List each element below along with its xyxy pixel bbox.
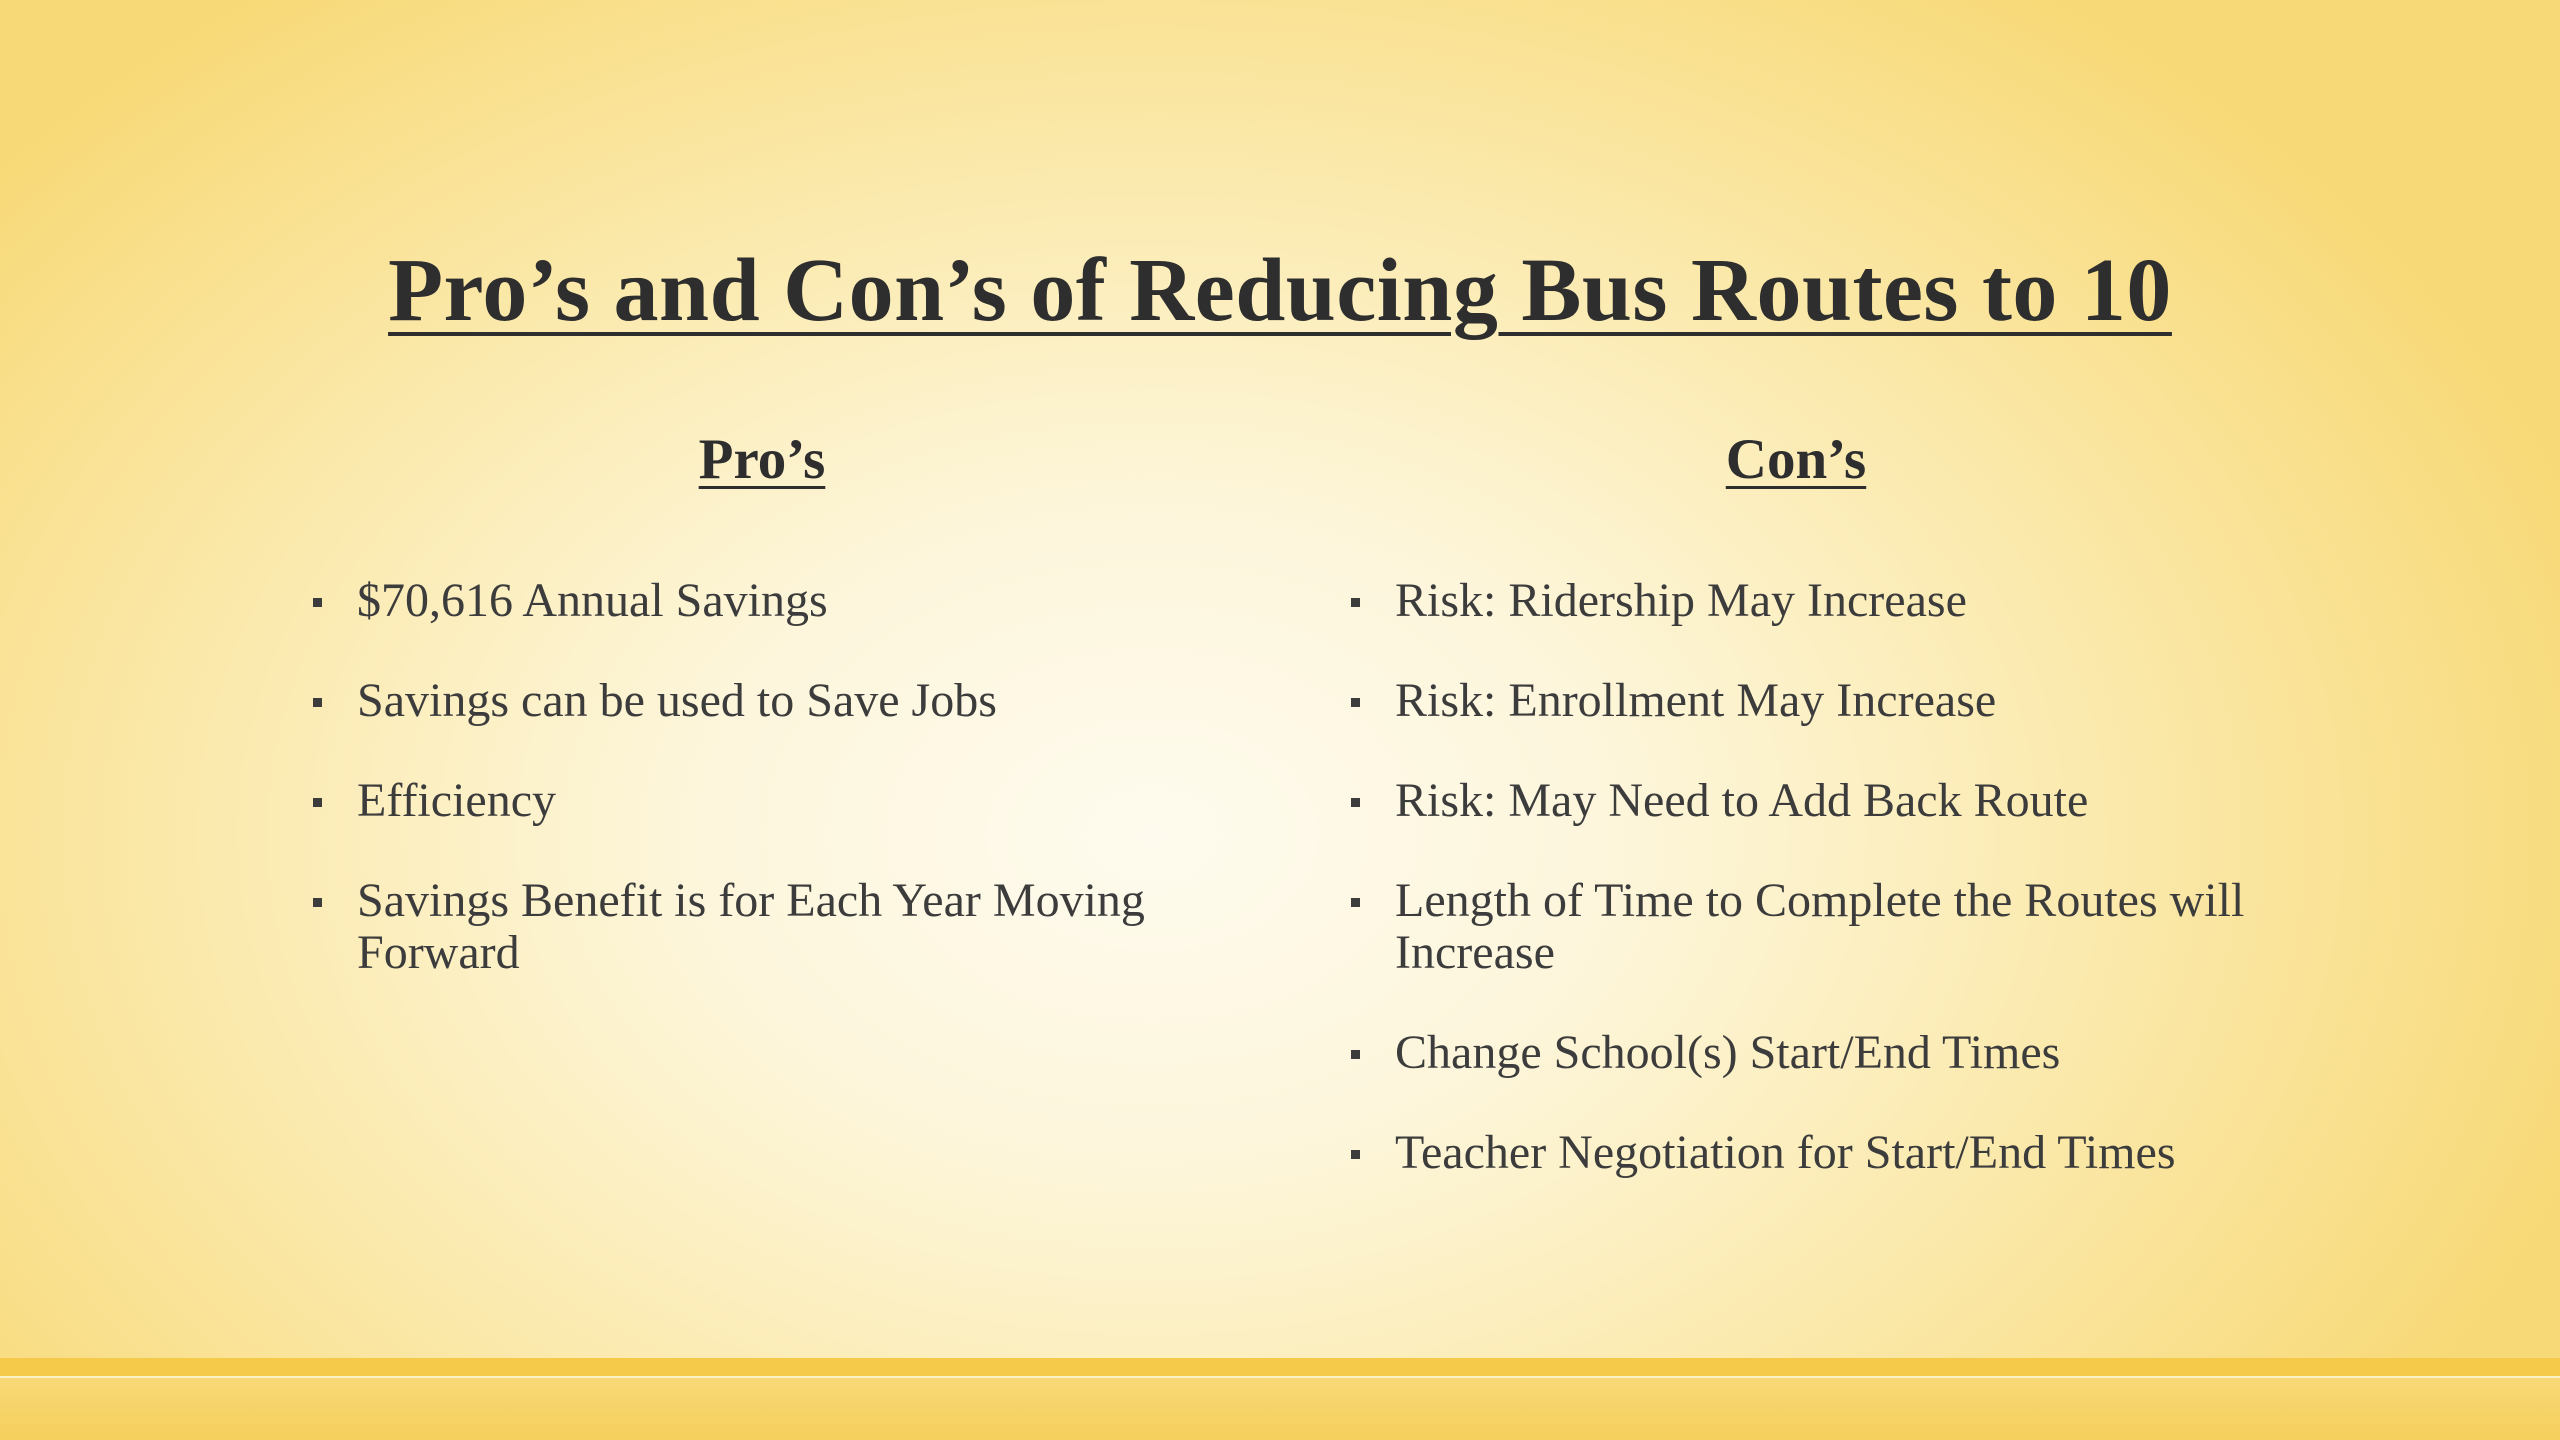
cons-list-item: [1343, 1027, 2303, 1079]
square-bullet-icon: [313, 598, 322, 607]
cons-heading-text: Con’s: [1725, 428, 1867, 491]
pros-item-text: $70,616 Annual Savings: [357, 574, 828, 627]
cons-item-text: Risk: Ridership May Increase: [1395, 574, 1967, 627]
square-bullet-icon: [1351, 598, 1360, 607]
square-bullet-icon: [313, 698, 322, 707]
square-bullet-icon: [313, 898, 322, 907]
pros-item-text: Efficiency: [357, 774, 557, 827]
pros-list-item: [305, 775, 1265, 827]
cons-item-text: Change School(s) Start/End Times: [1395, 1026, 2061, 1079]
square-bullet-icon: [1351, 1050, 1360, 1059]
cons-list: [1343, 575, 2303, 1227]
square-bullet-icon: [1351, 698, 1360, 707]
slide-title-text: Pro’s and Con’s of Reducing Bus Routes to 10: [388, 241, 2172, 340]
cons-item-text: Length of Time to Complete the Routes will Increase: [1395, 874, 2245, 979]
pros-list: [305, 575, 1265, 1027]
square-bullet-icon: [313, 798, 322, 807]
cons-heading: [1596, 425, 1996, 495]
pros-heading-text: Pro’s: [698, 428, 826, 491]
cons-list-item: [1343, 575, 2303, 627]
cons-list-item: [1343, 675, 2303, 727]
cons-list-item: [1343, 1127, 2303, 1179]
pros-list-item: [305, 575, 1265, 627]
pros-item-text: Savings can be used to Save Jobs: [357, 674, 997, 727]
square-bullet-icon: [1351, 898, 1360, 907]
pros-list-item: [305, 875, 1265, 979]
square-bullet-icon: [1351, 798, 1360, 807]
footer-band: [0, 1378, 2560, 1440]
cons-list-item: [1343, 775, 2303, 827]
slide-title: [0, 236, 2560, 346]
cons-item-text: Teacher Negotiation for Start/End Times: [1395, 1126, 2176, 1179]
pros-item-text: Savings Benefit is for Each Year Moving Forward: [357, 874, 1145, 979]
cons-item-text: Risk: Enrollment May Increase: [1395, 674, 1997, 727]
pros-list-item: [305, 675, 1265, 727]
cons-item-text: Risk: May Need to Add Back Route: [1395, 774, 2089, 827]
footer-accent-stripe: [0, 1358, 2560, 1376]
square-bullet-icon: [1351, 1150, 1360, 1159]
pros-heading: [562, 425, 962, 495]
cons-list-item: [1343, 875, 2303, 979]
